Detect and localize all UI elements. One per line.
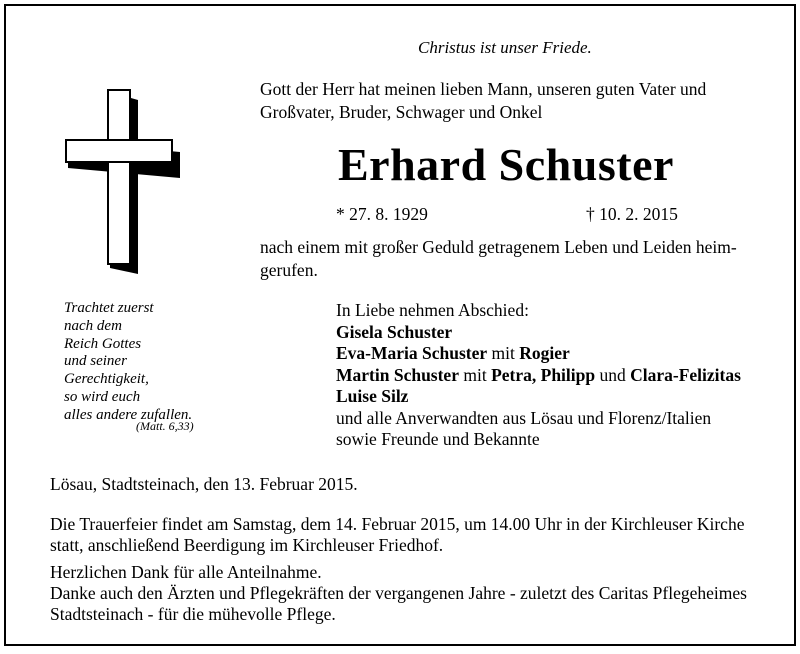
intro-line: Gott der Herr hat meinen lieben Mann, unseren guten Vater und [260, 79, 707, 99]
thanks-line: Danke auch den Ärzten und Pflegekräften der vergangenen Jahre - zuletzt des Caritas Pflegeheimes [50, 583, 747, 603]
obituary-notice [4, 4, 796, 646]
thanks-line: Herzlichen Dank für alle Anteilnahme. [50, 562, 322, 582]
verse-line: Trachtet zuerst [64, 300, 154, 316]
motto: Christus ist unser Friede. [418, 38, 592, 57]
mourner-line: Luise Silz [336, 386, 409, 406]
verse-line: Gerechtigkeit, [64, 371, 149, 388]
mourner-line: Martin Schuster mit Petra, Philipp und Clara-Felizitas [336, 364, 741, 385]
mourner-line: Gisela Schuster [336, 321, 453, 342]
mourner-line: und alle Anverwandten aus Lösau und Florenz/Italien [336, 407, 712, 428]
verse-line: alles andere zufallen. [64, 406, 193, 423]
verse-line: und seiner [64, 353, 127, 370]
bible-verse [64, 300, 192, 425]
mourner-line: Eva-Maria Schuster mit Rogier [336, 343, 570, 363]
verse-reference: (Matt. 6,33) [136, 419, 194, 433]
mourners-heading: In Liebe nehmen Abschied: [336, 300, 529, 320]
life-line: nach einem mit großer Geduld getragenem Leben und Leiden heim- [260, 237, 737, 257]
funeral-line: Die Trauerfeier findet am Samstag, dem 14. Februar 2015, um 14.00 Uhr in der Kirchleuser Kirche [50, 514, 745, 534]
birth-date: * 27. 8. 1929 [336, 204, 428, 224]
verse-line: nach dem [64, 317, 122, 334]
intro-line: Großvater, Bruder, Schwager und Onkel [260, 102, 543, 122]
death-date: † 10. 2. 2015 [586, 204, 678, 224]
funeral-info [50, 514, 744, 556]
deceased-name: Erhard Schuster [338, 139, 674, 190]
verse-line: Reich Gottes [64, 335, 142, 352]
cross-icon [64, 88, 184, 274]
funeral-line: statt, anschließend Beerdigung im Kirchleuser Friedhof. [50, 535, 444, 555]
thanks-text [50, 562, 747, 625]
life-line: gerufen. [260, 260, 318, 280]
intro-text [260, 78, 706, 124]
life-text [260, 236, 737, 282]
mourner-line: sowie Freunde und Bekannte [336, 429, 540, 449]
thanks-line: Stadtsteinach - für die mühevolle Pflege. [50, 604, 336, 624]
verse-line: so wird euch [64, 388, 141, 405]
mourners-list [336, 300, 741, 451]
place-date: Lösau, Stadtsteinach, den 13. Februar 2015. [50, 474, 358, 494]
